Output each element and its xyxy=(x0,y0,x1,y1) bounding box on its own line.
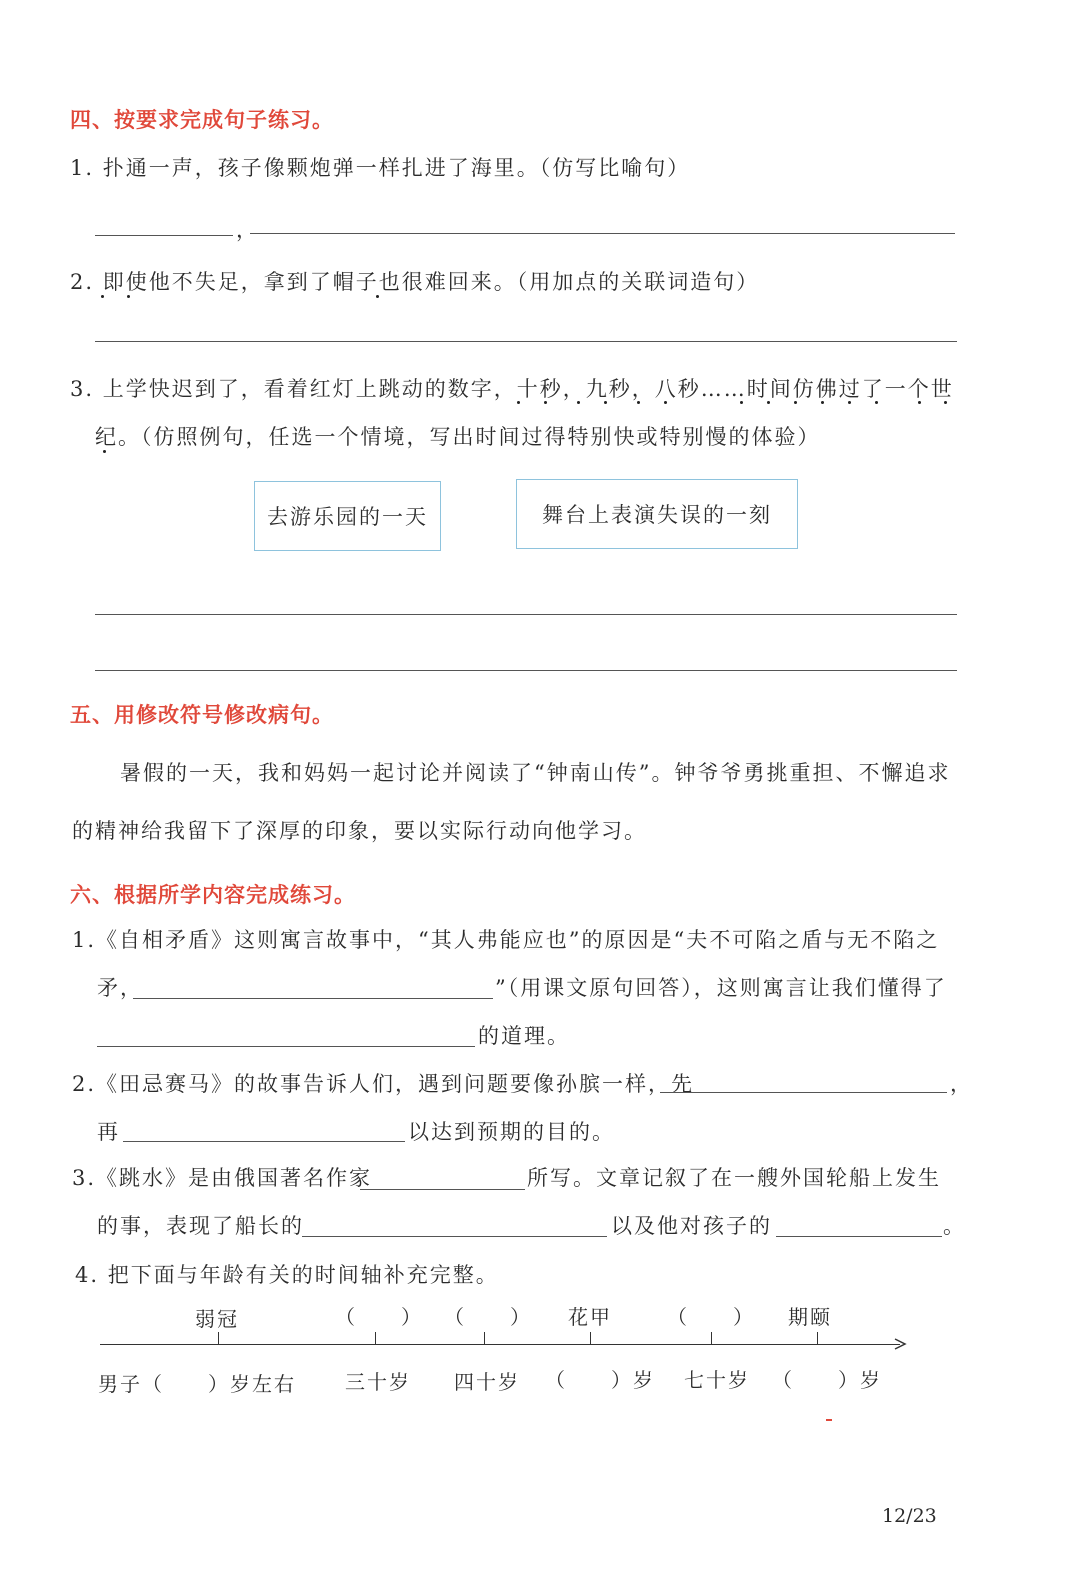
section6-title: 六、根据所学内容完成练习。 xyxy=(70,883,356,907)
q6-3-text-b2: 以及他对孩子的 xyxy=(611,1214,772,1238)
timeline-tick xyxy=(484,1332,485,1344)
q6-3-text-a2: 所写。文章记叙了在一艘外国轮船上发生 xyxy=(527,1166,941,1190)
emphasis-dot xyxy=(637,401,640,404)
emphasis-dot xyxy=(848,401,851,404)
timeline-bottom-blank-1[interactable]: 男子（ ）岁左右 xyxy=(98,1372,296,1396)
timeline-bottom-blank-2[interactable]: （ ）岁 xyxy=(545,1368,655,1392)
q6-1-text-b2: ”（用课文原句回答），这则寓言让我们懂得了 xyxy=(495,976,947,1000)
emphasis-dot xyxy=(918,401,921,404)
emphasis-dot xyxy=(103,450,106,453)
q6-3-answer-line-c[interactable] xyxy=(776,1236,942,1237)
q6-2-text-b1: 再 xyxy=(97,1120,120,1144)
q6-3-text-a1: 3.《跳水》是由俄国著名作家 xyxy=(72,1166,373,1190)
q4-2-text: 2. 即使他不失足，拿到了帽子也很难回来。（用加点的关联词造句） xyxy=(70,270,760,294)
timeline-bottom-blank-3[interactable]: （ ）岁 xyxy=(772,1368,882,1392)
emphasis-dot xyxy=(376,295,379,298)
section5-title: 五、用修改符号修改病句。 xyxy=(70,703,334,727)
q6-2-comma: ， xyxy=(950,1072,973,1096)
timeline-bottom-label-1: 三十岁 xyxy=(345,1370,411,1394)
q6-3-text-b1: 的事，表现了船长的 xyxy=(97,1214,304,1238)
timeline-top-blank-2[interactable]: （ ） xyxy=(444,1305,532,1329)
section5-sentence-line1: 暑假的一天，我和妈妈一起讨论并阅读了“钟南山传”。钟爷爷勇挑重担、不懈追求 xyxy=(120,761,951,785)
q4-1-answer-line-a[interactable] xyxy=(95,235,233,236)
timeline-tick xyxy=(218,1332,219,1344)
timeline-top-label-2: 花甲 xyxy=(568,1305,612,1329)
q4-1-answer-line-b[interactable] xyxy=(250,233,955,234)
emphasis-dot xyxy=(544,401,547,404)
emphasis-dot xyxy=(577,401,580,404)
emphasis-dot xyxy=(875,401,878,404)
q6-2-text-b2: 以达到预期的目的。 xyxy=(408,1120,615,1144)
q4-2-answer-line[interactable] xyxy=(95,341,957,342)
section4-title: 四、按要求完成句子练习。 xyxy=(70,108,334,132)
timeline-tick xyxy=(711,1332,712,1344)
scenario-option-label: 去游乐园的一天 xyxy=(267,505,428,529)
timeline-top-label-3: 期颐 xyxy=(788,1305,832,1329)
emphasis-dot xyxy=(821,401,824,404)
emphasis-dot xyxy=(101,295,104,298)
q6-3-answer-line-author[interactable] xyxy=(360,1189,525,1190)
emphasis-dot xyxy=(794,401,797,404)
emphasis-dot xyxy=(664,401,667,404)
q4-3-text-line2: 纪。（仿照例句，任选一个情境，写出时间过得特别快或特别慢的体验） xyxy=(95,425,821,449)
q4-3-answer-line-1[interactable] xyxy=(95,614,957,615)
timeline-axis xyxy=(100,1344,900,1345)
scenario-option-label: 舞台上表演失误的一刻 xyxy=(542,503,772,527)
timeline-tick xyxy=(817,1332,818,1344)
timeline-arrow-icon xyxy=(893,1337,907,1351)
timeline-tick xyxy=(375,1332,376,1344)
q6-1-text-a: 1.《自相矛盾》这则寓言故事中，“其人弗能应也”的原因是“夫不可陷之盾与无不陷之 xyxy=(72,928,940,952)
emphasis-dot xyxy=(740,401,743,404)
page-number: 12/23 xyxy=(882,1505,937,1527)
emphasis-dot xyxy=(604,401,607,404)
q6-1-answer-line-a[interactable] xyxy=(133,998,493,999)
timeline-bottom-label-2: 四十岁 xyxy=(454,1370,520,1394)
q6-1-answer-line-b[interactable] xyxy=(97,1046,475,1047)
q4-1-text: 1. 扑通一声，孩子像颗炮弹一样扎进了海里。（仿写比喻句） xyxy=(70,156,691,180)
q4-1-comma: ， xyxy=(236,218,259,242)
timeline-bottom-label-3: 七十岁 xyxy=(684,1368,750,1392)
q6-1-text-c: 的道理。 xyxy=(478,1024,570,1048)
timeline-tick xyxy=(590,1332,591,1344)
emphasis-dot xyxy=(127,295,130,298)
section5-sentence-line2: 的精神给我留下了深厚的印象，要以实际行动向他学习。 xyxy=(72,819,647,843)
q6-1-text-b1: 矛， xyxy=(97,976,143,1000)
emphasis-dot xyxy=(517,401,520,404)
q6-2-answer-line-b[interactable] xyxy=(123,1141,405,1142)
scenario-option-stage-mistake[interactable] xyxy=(516,479,798,549)
timeline-top-blank-3[interactable]: （ ） xyxy=(667,1305,755,1329)
q4-3-answer-line-2[interactable] xyxy=(95,670,957,671)
q6-3-text-b3: 。 xyxy=(943,1214,966,1238)
scenario-option-amusement-park[interactable] xyxy=(254,481,441,551)
q4-3-text-line1: 3. 上学快迟到了，看着红灯上跳动的数字，十秒，九秒，八秒……时间仿佛过了一个世 xyxy=(70,377,954,401)
emphasis-dot xyxy=(767,401,770,404)
timeline-top-blank-1[interactable]: （ ） xyxy=(335,1305,423,1329)
q6-4-text: 4. 把下面与年龄有关的时间轴补充完整。 xyxy=(75,1263,499,1287)
timeline-top-label-1: 弱冠 xyxy=(195,1307,239,1331)
q6-2-text-a: 2.《田忌赛马》的故事告诉人们，遇到问题要像孙膑一样，先 xyxy=(72,1072,695,1096)
q6-2-answer-line-a[interactable] xyxy=(660,1092,947,1093)
stray-mark xyxy=(826,1419,832,1421)
emphasis-dot xyxy=(944,401,947,404)
q6-3-answer-line-b[interactable] xyxy=(302,1236,607,1237)
